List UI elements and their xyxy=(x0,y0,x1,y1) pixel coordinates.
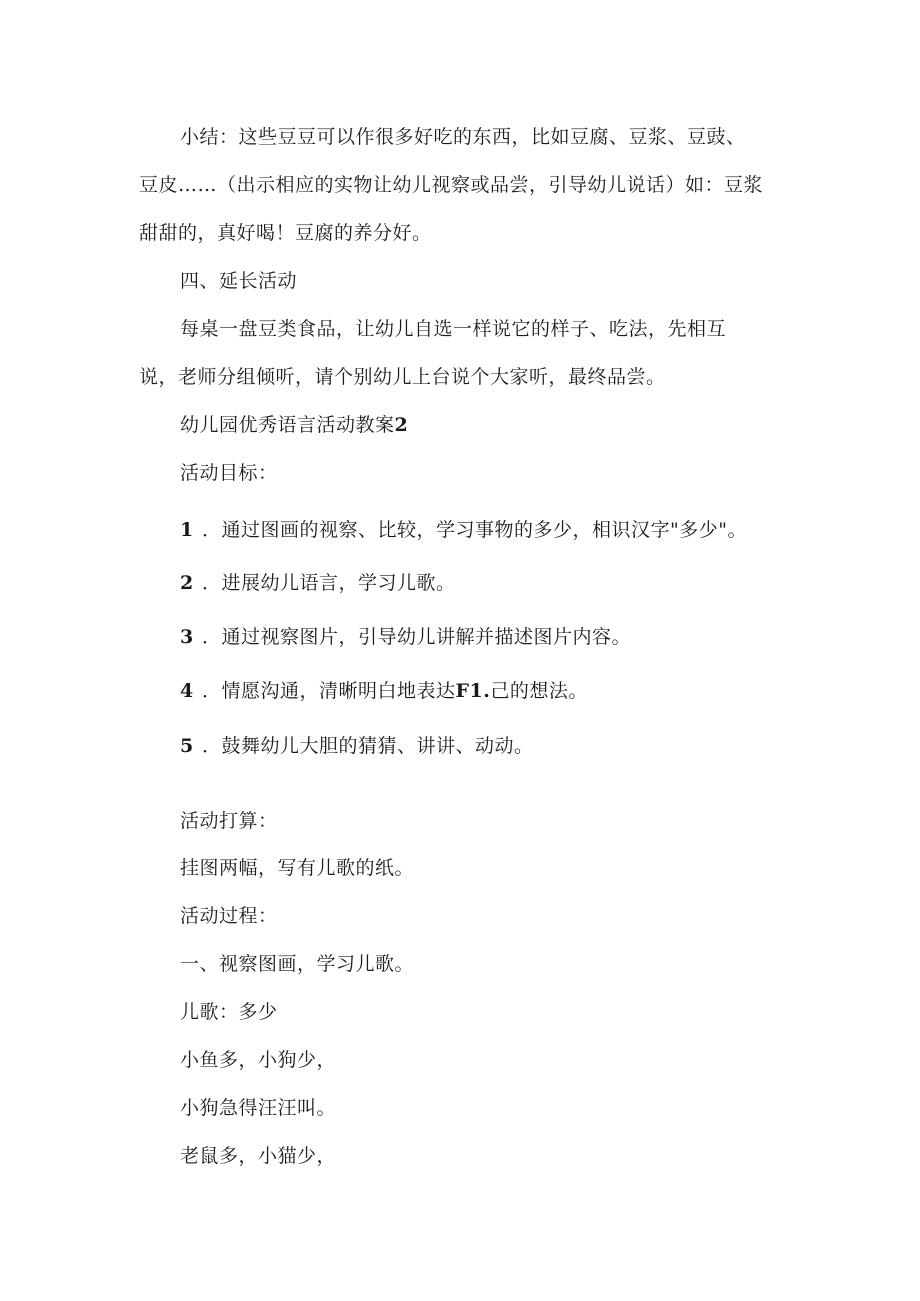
goal-text: ．鼓舞幼儿大胆的猜猜、讲讲、动动。 xyxy=(202,735,534,757)
goal-text: ．进展幼儿语言，学习儿歌。 xyxy=(202,572,456,594)
goal-number: 5 xyxy=(180,735,194,757)
song-line-1: 小鱼多，小狗少， xyxy=(180,1049,337,1071)
goal-number: 4 xyxy=(180,680,194,702)
summary-line-3: 甜甜的，真好喝！豆腐的养分好。 xyxy=(139,222,432,244)
song-title: 儿歌：多少 xyxy=(180,1001,278,1023)
process-step-1: 一、视察图画，学习儿歌。 xyxy=(180,953,415,975)
goal-text: ．通过视察图片，引导幼儿讲解并描述图片内容。 xyxy=(202,626,632,648)
section-4-body-line-1: 每桌一盘豆类食品，让幼儿自选一样说它的样子、吃法，先相互 xyxy=(180,318,727,340)
lesson-2-title-text: 幼儿园优秀语言活动教案 xyxy=(180,414,395,436)
goal-item-5 xyxy=(180,733,534,759)
song-line-2: 小狗急得汪汪叫。 xyxy=(180,1097,337,1119)
goal-item-1 xyxy=(180,517,747,543)
goal-number: 1 xyxy=(180,519,194,541)
goal-item-4 xyxy=(180,678,588,704)
goal-item-2 xyxy=(180,570,456,596)
process-heading: 活动过程： xyxy=(180,905,278,927)
lesson-2-title xyxy=(180,412,408,438)
goal-text: ．通过图画的视察、比较，学习事物的多少，相识汉字"多少"。 xyxy=(202,519,747,541)
goal-text: ．情愿沟通，清晰明白地表达 xyxy=(202,680,456,702)
goal-number: 2 xyxy=(180,572,194,594)
goal-item-3 xyxy=(180,624,631,650)
goal-text-bold: F1. xyxy=(455,680,491,702)
section-4-body-line-2: 说，老师分组倾听，请个别幼儿上台说个大家听，最终品尝。 xyxy=(139,366,666,388)
goals-heading: 活动目标： xyxy=(180,462,278,484)
section-4-heading: 四、延长活动 xyxy=(180,270,298,292)
song-line-3: 老鼠多，小猫少， xyxy=(180,1145,337,1167)
goal-text-end: 己的想法。 xyxy=(490,680,588,702)
prep-heading: 活动打算： xyxy=(180,810,278,832)
prep-body: 挂图两幅，写有儿歌的纸。 xyxy=(180,857,415,879)
lesson-2-title-number: 2 xyxy=(394,414,409,436)
goal-number: 3 xyxy=(180,626,194,648)
summary-line-2: 豆皮……（出示相应的实物让幼儿视察或品尝，引导幼儿说话）如：豆浆 xyxy=(139,174,764,196)
summary-line-1: 小结：这些豆豆可以作很多好吃的东西，比如豆腐、豆浆、豆豉、 xyxy=(180,126,746,148)
